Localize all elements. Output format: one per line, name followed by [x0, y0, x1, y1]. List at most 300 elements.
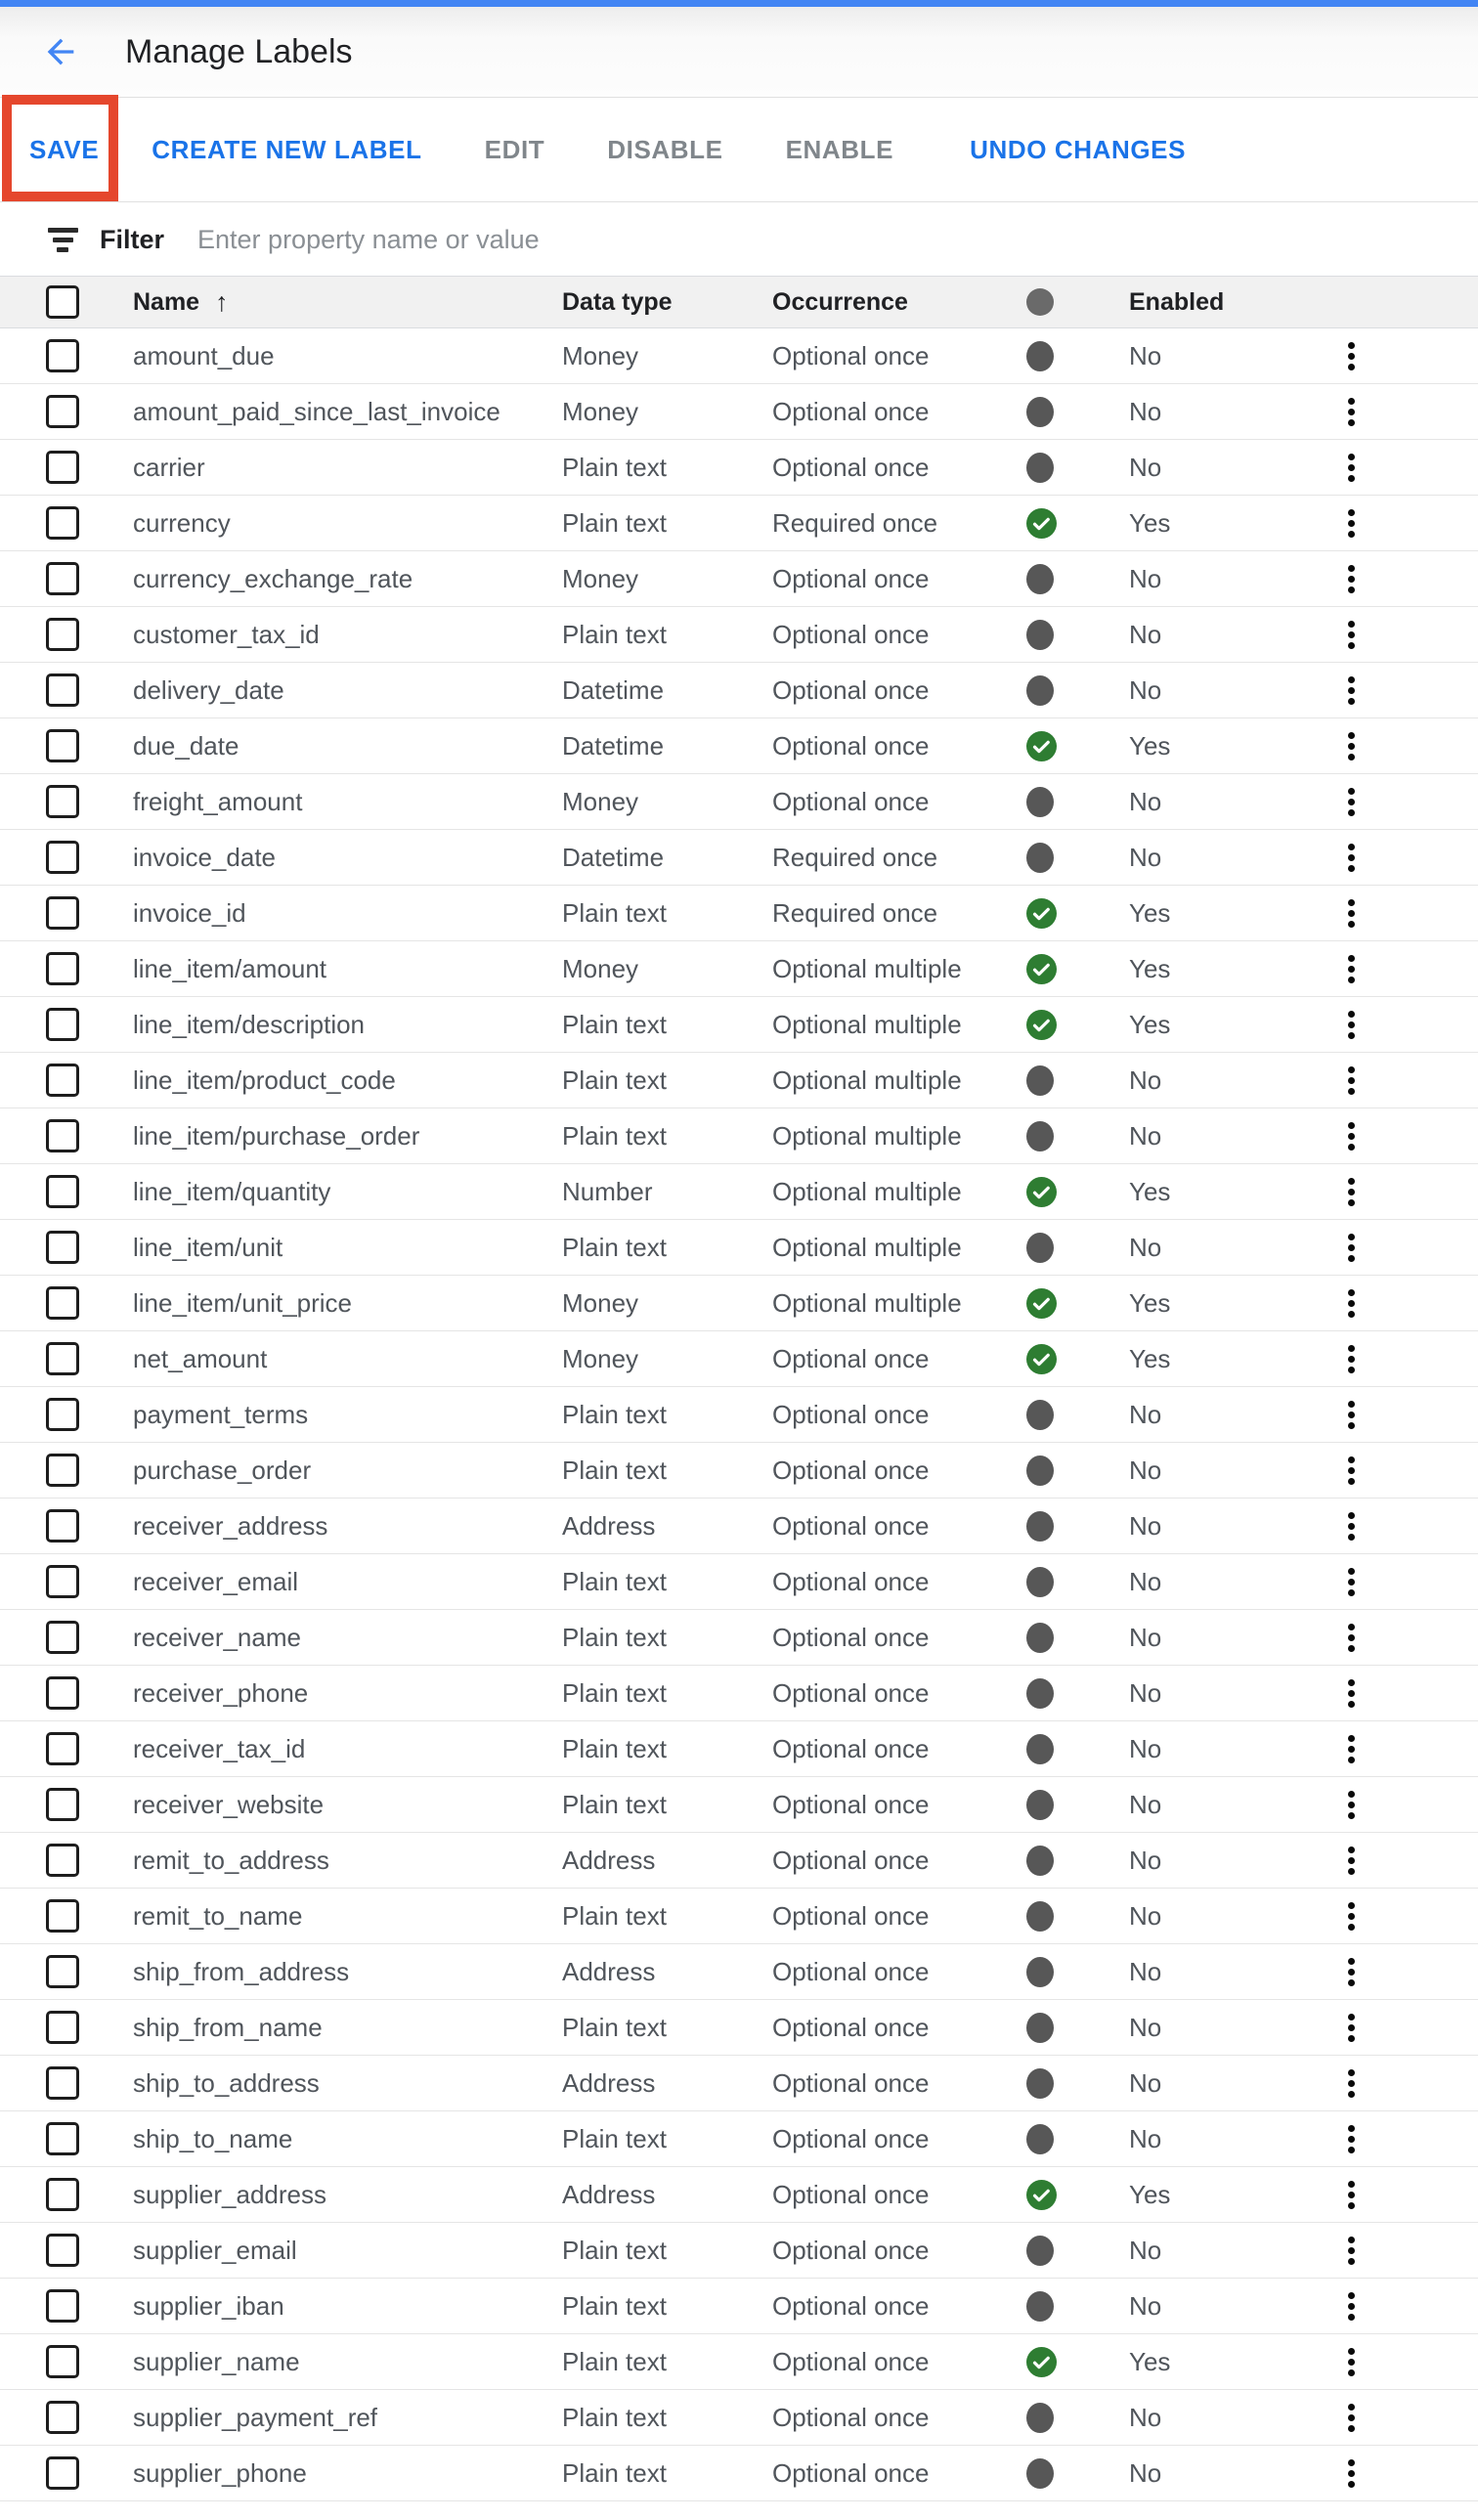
row-enabled: Yes — [1129, 2346, 1171, 2376]
kebab-icon — [1348, 1456, 1355, 1485]
row-data-type: Plain text — [562, 1677, 667, 1708]
row-status — [1017, 1734, 1129, 1764]
table-row[interactable] — [0, 1276, 1478, 1331]
row-occurrence: Optional once — [772, 1399, 930, 1429]
row-enabled: No — [1129, 786, 1162, 816]
row-menu-button[interactable] — [1344, 840, 1359, 876]
row-menu-button[interactable] — [1344, 2400, 1359, 2436]
row-checkbox[interactable] — [46, 952, 79, 985]
row-status — [1017, 508, 1129, 539]
row-checkbox[interactable] — [46, 1621, 79, 1654]
status-enabled-check-icon — [1026, 1288, 1057, 1319]
table-row[interactable] — [0, 1554, 1478, 1610]
status-disabled-dot-icon — [1026, 787, 1054, 817]
row-occurrence: Optional multiple — [772, 1176, 962, 1206]
row-menu-button[interactable] — [1344, 951, 1359, 987]
table-row[interactable] — [0, 1220, 1478, 1276]
row-name: line_item/quantity — [133, 1176, 331, 1206]
row-status — [1017, 1957, 1129, 1987]
row-status — [1017, 2458, 1129, 2489]
table-row[interactable] — [0, 1108, 1478, 1164]
kebab-icon — [1348, 2459, 1355, 2488]
row-status — [1017, 2236, 1129, 2266]
kebab-icon — [1348, 1512, 1355, 1541]
table-header-row — [0, 276, 1478, 328]
table-row[interactable] — [0, 1610, 1478, 1666]
status-enabled-check-icon — [1026, 898, 1057, 929]
table-row[interactable] — [0, 2000, 1478, 2056]
row-status — [1017, 1121, 1129, 1151]
row-checkbox[interactable] — [46, 1788, 79, 1821]
row-checkbox[interactable] — [46, 1676, 79, 1710]
row-status — [1017, 1456, 1129, 1486]
status-disabled-dot-icon — [1026, 2236, 1054, 2266]
row-menu-button[interactable] — [1344, 1564, 1359, 1600]
table-row[interactable] — [0, 440, 1478, 496]
row-checkbox[interactable] — [46, 2456, 79, 2490]
kebab-icon — [1348, 1011, 1355, 1039]
row-menu-button[interactable] — [1344, 338, 1359, 374]
row-occurrence: Optional multiple — [772, 1287, 962, 1318]
row-name: amount_paid_since_last_invoice — [133, 396, 500, 426]
row-data-type: Plain text — [562, 1622, 667, 1652]
row-menu-button[interactable] — [1344, 1787, 1359, 1823]
row-checkbox[interactable] — [46, 1565, 79, 1598]
row-menu-button[interactable] — [1344, 2344, 1359, 2380]
kebab-icon — [1348, 398, 1355, 426]
row-menu-button[interactable] — [1344, 617, 1359, 653]
table-row[interactable] — [0, 886, 1478, 941]
row-menu-button[interactable] — [1344, 2010, 1359, 2046]
row-status — [1017, 1901, 1129, 1932]
table-row[interactable] — [0, 941, 1478, 997]
row-data-type: Address — [562, 2179, 656, 2209]
status-disabled-dot-icon — [1026, 1790, 1054, 1820]
row-menu-button[interactable] — [1344, 561, 1359, 597]
row-menu-button[interactable] — [1344, 1007, 1359, 1043]
row-enabled: No — [1129, 396, 1162, 426]
status-disabled-dot-icon — [1026, 397, 1054, 427]
kebab-icon — [1348, 2404, 1355, 2432]
kebab-icon — [1348, 1345, 1355, 1373]
row-name: payment_terms — [133, 1399, 309, 1429]
row-menu-button[interactable] — [1344, 2455, 1359, 2492]
row-checkbox[interactable] — [46, 1899, 79, 1933]
table-row[interactable] — [0, 328, 1478, 384]
row-menu-button[interactable] — [1344, 2065, 1359, 2102]
row-enabled: Yes — [1129, 1176, 1171, 1206]
row-data-type: Plain text — [562, 2346, 667, 2376]
row-status — [1017, 2013, 1129, 2043]
row-name: supplier_payment_ref — [133, 2402, 378, 2432]
row-status — [1017, 1233, 1129, 1263]
row-status — [1017, 1344, 1129, 1374]
row-status — [1017, 843, 1129, 873]
row-name: net_amount — [133, 1343, 268, 1373]
table-row[interactable] — [0, 2279, 1478, 2334]
table-row[interactable] — [0, 1666, 1478, 1721]
table-row[interactable] — [0, 2334, 1478, 2390]
table-row[interactable] — [0, 1777, 1478, 1833]
row-checkbox[interactable] — [46, 2234, 79, 2267]
row-data-type: Plain text — [562, 1120, 667, 1151]
row-occurrence: Optional multiple — [772, 953, 962, 983]
row-occurrence: Optional multiple — [772, 1064, 962, 1095]
row-status — [1017, 1065, 1129, 1096]
filter-input[interactable] — [196, 224, 1478, 256]
row-enabled: No — [1129, 1622, 1162, 1652]
row-name: delivery_date — [133, 674, 284, 705]
row-enabled: Yes — [1129, 507, 1171, 538]
row-data-type: Plain text — [562, 897, 667, 928]
table-row[interactable] — [0, 1331, 1478, 1387]
undo-changes-button[interactable]: UNDO CHANGES — [970, 135, 1187, 164]
row-menu-button[interactable] — [1344, 2121, 1359, 2157]
row-occurrence: Optional once — [772, 2179, 930, 2209]
row-data-type: Plain text — [562, 2457, 667, 2488]
row-status — [1017, 453, 1129, 483]
row-checkbox[interactable] — [46, 339, 79, 372]
row-menu-button[interactable] — [1344, 2288, 1359, 2324]
row-occurrence: Optional once — [772, 2346, 930, 2376]
row-checkbox[interactable] — [46, 2289, 79, 2323]
row-enabled: No — [1129, 619, 1162, 649]
table-row[interactable] — [0, 1443, 1478, 1499]
kebab-icon — [1348, 1178, 1355, 1206]
row-enabled: No — [1129, 1845, 1162, 1875]
row-occurrence: Optional multiple — [772, 1009, 962, 1039]
status-enabled-check-icon — [1026, 2180, 1057, 2210]
row-checkbox[interactable] — [46, 841, 79, 874]
row-menu-button[interactable] — [1344, 1620, 1359, 1656]
kebab-icon — [1348, 565, 1355, 593]
row-name: line_item/unit — [133, 1232, 283, 1262]
row-name: line_item/description — [133, 1009, 366, 1039]
table-row[interactable] — [0, 774, 1478, 830]
kebab-icon — [1348, 2014, 1355, 2042]
row-data-type: Plain text — [562, 2012, 667, 2042]
row-occurrence: Optional once — [772, 2290, 930, 2321]
row-checkbox[interactable] — [46, 785, 79, 818]
row-checkbox[interactable] — [46, 1008, 79, 1041]
page-title: Manage Labels — [125, 32, 353, 70]
row-menu-button[interactable] — [1344, 1453, 1359, 1489]
kebab-icon — [1348, 342, 1355, 370]
row-menu-button[interactable] — [1344, 1954, 1359, 1990]
row-occurrence: Required once — [772, 897, 938, 928]
row-data-type: Number — [562, 1176, 653, 1206]
row-data-type: Money — [562, 786, 639, 816]
kebab-icon — [1348, 1401, 1355, 1429]
row-enabled: No — [1129, 2067, 1162, 2098]
row-status — [1017, 564, 1129, 594]
row-data-type: Plain text — [562, 2123, 667, 2153]
status-disabled-dot-icon — [1026, 1233, 1054, 1263]
row-checkbox[interactable] — [46, 896, 79, 930]
table-row[interactable] — [0, 1164, 1478, 1220]
row-checkbox[interactable] — [46, 1955, 79, 1988]
table-row[interactable] — [0, 1387, 1478, 1443]
row-checkbox[interactable] — [46, 395, 79, 428]
table-row[interactable] — [0, 496, 1478, 551]
row-menu-button[interactable] — [1344, 728, 1359, 764]
column-header-data-type: Data type — [562, 287, 673, 316]
column-header-name[interactable]: Name ↑ — [133, 286, 229, 317]
row-checkbox[interactable] — [46, 1064, 79, 1097]
row-checkbox[interactable] — [46, 1732, 79, 1765]
status-enabled-check-icon — [1026, 2347, 1057, 2377]
kebab-icon — [1348, 676, 1355, 705]
kebab-icon — [1348, 2348, 1355, 2376]
row-checkbox[interactable] — [46, 729, 79, 762]
table-row[interactable] — [0, 830, 1478, 886]
row-data-type: Address — [562, 1510, 656, 1541]
row-occurrence: Optional once — [772, 674, 930, 705]
row-menu-button[interactable] — [1344, 1341, 1359, 1377]
row-menu-button[interactable] — [1344, 1675, 1359, 1712]
row-checkbox[interactable] — [46, 1286, 79, 1320]
kebab-icon — [1348, 1624, 1355, 1652]
row-occurrence: Optional once — [772, 340, 930, 370]
table-row[interactable] — [0, 997, 1478, 1053]
row-checkbox[interactable] — [46, 2345, 79, 2378]
table-row[interactable] — [0, 1499, 1478, 1554]
row-occurrence: Optional once — [772, 1733, 930, 1763]
status-disabled-dot-icon — [1026, 1567, 1054, 1597]
disable-button: DISABLE — [607, 135, 723, 164]
kebab-icon — [1348, 2125, 1355, 2153]
row-enabled: No — [1129, 2235, 1162, 2265]
row-occurrence: Optional once — [772, 1677, 930, 1708]
status-disabled-dot-icon — [1026, 620, 1054, 650]
row-checkbox[interactable] — [46, 2401, 79, 2434]
status-disabled-dot-icon — [1026, 564, 1054, 594]
table-row[interactable] — [0, 1721, 1478, 1777]
row-menu-button[interactable] — [1344, 505, 1359, 542]
row-data-type: Address — [562, 1956, 656, 1986]
row-checkbox[interactable] — [46, 562, 79, 595]
row-enabled: No — [1129, 2457, 1162, 2488]
row-status — [1017, 1678, 1129, 1709]
row-occurrence: Optional multiple — [772, 1232, 962, 1262]
table-row[interactable] — [0, 384, 1478, 440]
status-disabled-dot-icon — [1026, 2124, 1054, 2154]
row-data-type: Plain text — [562, 1733, 667, 1763]
row-data-type: Money — [562, 340, 639, 370]
row-name: ship_from_address — [133, 1956, 350, 1986]
kebab-icon — [1348, 1735, 1355, 1763]
row-data-type: Plain text — [562, 1789, 667, 1819]
table-row[interactable] — [0, 1053, 1478, 1108]
row-data-type: Plain text — [562, 1399, 667, 1429]
status-disabled-dot-icon — [1026, 1456, 1054, 1486]
row-checkbox[interactable] — [46, 1454, 79, 1487]
column-header-occurrence: Occurrence — [772, 287, 908, 316]
row-status — [1017, 1400, 1129, 1430]
row-enabled: No — [1129, 1120, 1162, 1151]
kebab-icon — [1348, 1847, 1355, 1875]
status-disabled-dot-icon — [1026, 2403, 1054, 2433]
status-disabled-dot-icon — [1026, 341, 1054, 371]
row-checkbox[interactable] — [46, 506, 79, 540]
back-arrow-icon — [41, 32, 80, 71]
save-button[interactable]: SAVE — [29, 135, 100, 164]
row-enabled: Yes — [1129, 1343, 1171, 1373]
row-menu-button[interactable] — [1344, 450, 1359, 486]
row-occurrence: Optional once — [772, 563, 930, 593]
row-status — [1017, 2180, 1129, 2210]
kebab-icon — [1348, 955, 1355, 983]
table-row[interactable] — [0, 607, 1478, 663]
kebab-icon — [1348, 788, 1355, 816]
row-menu-button[interactable] — [1344, 394, 1359, 430]
table-row[interactable] — [0, 663, 1478, 718]
kebab-icon — [1348, 899, 1355, 928]
create-new-label-button[interactable]: CREATE NEW LABEL — [152, 135, 422, 164]
back-button[interactable] — [39, 30, 82, 73]
row-enabled: No — [1129, 1900, 1162, 1931]
select-all-checkbox[interactable] — [46, 285, 79, 319]
row-status — [1017, 1623, 1129, 1653]
row-enabled: Yes — [1129, 1009, 1171, 1039]
row-menu-button[interactable] — [1344, 895, 1359, 932]
row-status — [1017, 341, 1129, 371]
row-checkbox[interactable] — [46, 1175, 79, 1208]
row-data-type: Plain text — [562, 2235, 667, 2265]
row-checkbox[interactable] — [46, 618, 79, 651]
row-checkbox[interactable] — [46, 1509, 79, 1542]
row-occurrence: Optional once — [772, 1789, 930, 1819]
kebab-icon — [1348, 1289, 1355, 1318]
row-status — [1017, 620, 1129, 650]
row-menu-button[interactable] — [1344, 1508, 1359, 1544]
table-row[interactable] — [0, 2223, 1478, 2279]
row-occurrence: Optional once — [772, 1845, 930, 1875]
row-checkbox[interactable] — [46, 1342, 79, 1375]
row-data-type: Plain text — [562, 507, 667, 538]
toolbar — [0, 99, 1478, 202]
row-name: invoice_id — [133, 897, 246, 928]
filter-icon — [47, 228, 78, 252]
top-accent-bar — [0, 0, 1478, 7]
table-row[interactable] — [0, 2390, 1478, 2446]
row-data-type: Plain text — [562, 1009, 667, 1039]
filter-bar — [0, 203, 1478, 276]
row-checkbox[interactable] — [46, 1119, 79, 1152]
row-name: currency_exchange_rate — [133, 563, 413, 593]
labels-table — [0, 276, 1478, 2501]
status-enabled-check-icon — [1026, 1177, 1057, 1207]
row-status — [1017, 731, 1129, 761]
status-enabled-check-icon — [1026, 1010, 1057, 1040]
table-row[interactable] — [0, 2111, 1478, 2167]
row-checkbox[interactable] — [46, 2011, 79, 2044]
kebab-icon — [1348, 1066, 1355, 1095]
row-occurrence: Required once — [772, 842, 938, 872]
table-row[interactable] — [0, 2446, 1478, 2501]
row-data-type: Money — [562, 563, 639, 593]
row-menu-button[interactable] — [1344, 1118, 1359, 1154]
row-name: invoice_date — [133, 842, 276, 872]
row-menu-button[interactable] — [1344, 2233, 1359, 2269]
status-disabled-dot-icon — [1026, 1121, 1054, 1151]
row-checkbox[interactable] — [46, 673, 79, 707]
row-status — [1017, 2124, 1129, 2154]
table-row[interactable] — [0, 551, 1478, 607]
row-status — [1017, 1010, 1129, 1040]
row-menu-button[interactable] — [1344, 1898, 1359, 1934]
row-checkbox[interactable] — [46, 451, 79, 484]
row-data-type: Datetime — [562, 674, 665, 705]
row-enabled: No — [1129, 1733, 1162, 1763]
row-menu-button[interactable] — [1344, 1230, 1359, 1266]
row-occurrence: Optional once — [772, 1956, 930, 1986]
row-enabled: No — [1129, 1510, 1162, 1541]
row-enabled: No — [1129, 2123, 1162, 2153]
table-row[interactable] — [0, 718, 1478, 774]
row-menu-button[interactable] — [1344, 784, 1359, 820]
row-checkbox[interactable] — [46, 1398, 79, 1431]
row-enabled: No — [1129, 563, 1162, 593]
row-name: receiver_name — [133, 1622, 301, 1652]
row-status — [1017, 1511, 1129, 1542]
row-menu-button[interactable] — [1344, 1174, 1359, 1210]
row-menu-button[interactable] — [1344, 2177, 1359, 2213]
row-name: ship_to_address — [133, 2067, 320, 2098]
status-disabled-dot-icon — [1026, 2291, 1054, 2322]
kebab-icon — [1348, 1679, 1355, 1708]
row-menu-button[interactable] — [1344, 1731, 1359, 1767]
table-row[interactable] — [0, 1944, 1478, 2000]
row-data-type: Address — [562, 1845, 656, 1875]
row-checkbox[interactable] — [46, 1231, 79, 1264]
row-checkbox[interactable] — [46, 1844, 79, 1877]
edit-button: EDIT — [484, 135, 545, 164]
row-status — [1017, 1790, 1129, 1820]
row-occurrence: Optional once — [772, 1900, 930, 1931]
table-row[interactable] — [0, 1833, 1478, 1889]
row-occurrence: Optional once — [772, 1510, 930, 1541]
status-disabled-dot-icon — [1026, 1901, 1054, 1932]
table-row[interactable] — [0, 2167, 1478, 2223]
table-row[interactable] — [0, 2056, 1478, 2111]
row-menu-button[interactable] — [1344, 1063, 1359, 1099]
row-menu-button[interactable] — [1344, 673, 1359, 709]
row-occurrence: Optional once — [772, 786, 930, 816]
kebab-icon — [1348, 844, 1355, 872]
status-disabled-dot-icon — [1026, 2458, 1054, 2489]
row-name: supplier_email — [133, 2235, 297, 2265]
status-disabled-dot-icon — [1026, 843, 1054, 873]
row-data-type: Plain text — [562, 1455, 667, 1485]
row-enabled: No — [1129, 1677, 1162, 1708]
row-enabled: Yes — [1129, 730, 1171, 760]
table-body — [0, 328, 1478, 2501]
row-menu-button[interactable] — [1344, 1397, 1359, 1433]
row-enabled: No — [1129, 1232, 1162, 1262]
row-checkbox[interactable] — [46, 2066, 79, 2100]
row-menu-button[interactable] — [1344, 1843, 1359, 1879]
row-checkbox[interactable] — [46, 2122, 79, 2155]
row-status — [1017, 1288, 1129, 1319]
row-checkbox[interactable] — [46, 2178, 79, 2211]
row-occurrence: Optional once — [772, 2235, 930, 2265]
table-row[interactable] — [0, 1889, 1478, 1944]
kebab-icon — [1348, 1568, 1355, 1596]
row-occurrence: Optional once — [772, 2402, 930, 2432]
row-menu-button[interactable] — [1344, 1285, 1359, 1322]
row-enabled: No — [1129, 340, 1162, 370]
